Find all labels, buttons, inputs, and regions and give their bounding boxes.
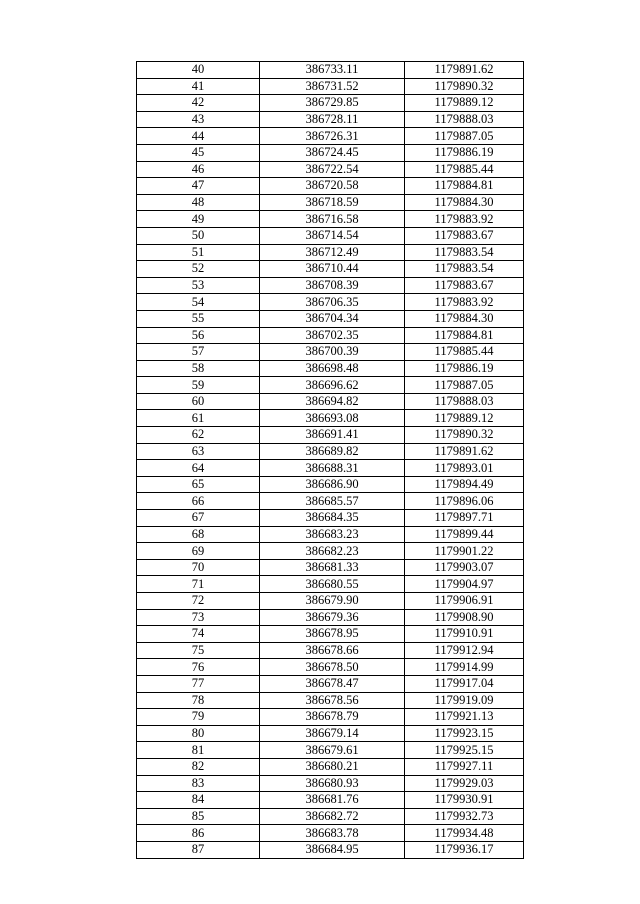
x-coordinate-cell: 386684.35 <box>260 510 405 527</box>
y-coordinate-cell: 1179901.22 <box>405 543 524 560</box>
table-row <box>137 526 524 543</box>
point-number-cell: 55 <box>137 310 260 327</box>
x-coordinate-cell: 386688.31 <box>260 460 405 477</box>
y-coordinate-cell: 1179891.62 <box>405 62 524 79</box>
table-row <box>137 576 524 593</box>
point-number-cell: 70 <box>137 559 260 576</box>
point-number-cell: 47 <box>137 178 260 195</box>
x-coordinate-cell: 386733.11 <box>260 62 405 79</box>
y-coordinate-cell: 1179914.99 <box>405 659 524 676</box>
table-row <box>137 111 524 128</box>
point-number-cell: 58 <box>137 360 260 377</box>
x-coordinate-cell: 386679.61 <box>260 742 405 759</box>
point-number-cell: 85 <box>137 808 260 825</box>
point-number-cell: 77 <box>137 675 260 692</box>
table-row <box>137 377 524 394</box>
y-coordinate-cell: 1179889.12 <box>405 410 524 427</box>
table-row <box>137 261 524 278</box>
y-coordinate-cell: 1179934.48 <box>405 825 524 842</box>
table-row <box>137 144 524 161</box>
y-coordinate-cell: 1179885.44 <box>405 161 524 178</box>
x-coordinate-cell: 386684.95 <box>260 841 405 858</box>
table-row <box>137 310 524 327</box>
x-coordinate-cell: 386683.23 <box>260 526 405 543</box>
x-coordinate-cell: 386689.82 <box>260 443 405 460</box>
point-number-cell: 48 <box>137 194 260 211</box>
y-coordinate-cell: 1179884.81 <box>405 178 524 195</box>
table-row <box>137 493 524 510</box>
y-coordinate-cell: 1179893.01 <box>405 460 524 477</box>
y-coordinate-cell: 1179906.91 <box>405 593 524 610</box>
point-number-cell: 67 <box>137 510 260 527</box>
x-coordinate-cell: 386693.08 <box>260 410 405 427</box>
x-coordinate-cell: 386710.44 <box>260 261 405 278</box>
x-coordinate-cell: 386678.56 <box>260 692 405 709</box>
y-coordinate-cell: 1179886.19 <box>405 360 524 377</box>
point-number-cell: 87 <box>137 841 260 858</box>
y-coordinate-cell: 1179930.91 <box>405 792 524 809</box>
x-coordinate-cell: 386704.34 <box>260 310 405 327</box>
table-row <box>137 161 524 178</box>
y-coordinate-cell: 1179889.12 <box>405 95 524 112</box>
point-number-cell: 57 <box>137 344 260 361</box>
point-number-cell: 60 <box>137 393 260 410</box>
table-row <box>137 128 524 145</box>
x-coordinate-cell: 386716.58 <box>260 211 405 228</box>
x-coordinate-cell: 386681.76 <box>260 792 405 809</box>
y-coordinate-cell: 1179884.30 <box>405 194 524 211</box>
table-row <box>137 393 524 410</box>
table-row <box>137 294 524 311</box>
y-coordinate-cell: 1179883.67 <box>405 277 524 294</box>
y-coordinate-cell: 1179936.17 <box>405 841 524 858</box>
table-row <box>137 211 524 228</box>
y-coordinate-cell: 1179897.71 <box>405 510 524 527</box>
table-row <box>137 792 524 809</box>
table-row <box>137 460 524 477</box>
x-coordinate-cell: 386679.90 <box>260 593 405 610</box>
x-coordinate-cell: 386718.59 <box>260 194 405 211</box>
x-coordinate-cell: 386683.78 <box>260 825 405 842</box>
table-row <box>137 609 524 626</box>
table-row <box>137 277 524 294</box>
y-coordinate-cell: 1179925.15 <box>405 742 524 759</box>
point-number-cell: 46 <box>137 161 260 178</box>
y-coordinate-cell: 1179890.32 <box>405 427 524 444</box>
point-number-cell: 62 <box>137 427 260 444</box>
y-coordinate-cell: 1179929.03 <box>405 775 524 792</box>
x-coordinate-cell: 386696.62 <box>260 377 405 394</box>
x-coordinate-cell: 386728.11 <box>260 111 405 128</box>
y-coordinate-cell: 1179908.90 <box>405 609 524 626</box>
coordinates-table-body <box>137 62 524 859</box>
x-coordinate-cell: 386726.31 <box>260 128 405 145</box>
y-coordinate-cell: 1179883.54 <box>405 244 524 261</box>
x-coordinate-cell: 386678.79 <box>260 709 405 726</box>
point-number-cell: 64 <box>137 460 260 477</box>
point-number-cell: 72 <box>137 593 260 610</box>
point-number-cell: 42 <box>137 95 260 112</box>
x-coordinate-cell: 386700.39 <box>260 344 405 361</box>
point-number-cell: 43 <box>137 111 260 128</box>
table-row <box>137 758 524 775</box>
table-row <box>137 659 524 676</box>
x-coordinate-cell: 386722.54 <box>260 161 405 178</box>
table-row <box>137 725 524 742</box>
point-number-cell: 66 <box>137 493 260 510</box>
x-coordinate-cell: 386679.36 <box>260 609 405 626</box>
table-row <box>137 227 524 244</box>
x-coordinate-cell: 386702.35 <box>260 327 405 344</box>
point-number-cell: 53 <box>137 277 260 294</box>
x-coordinate-cell: 386720.58 <box>260 178 405 195</box>
y-coordinate-cell: 1179923.15 <box>405 725 524 742</box>
point-number-cell: 84 <box>137 792 260 809</box>
point-number-cell: 74 <box>137 626 260 643</box>
point-number-cell: 69 <box>137 543 260 560</box>
y-coordinate-cell: 1179883.92 <box>405 294 524 311</box>
x-coordinate-cell: 386680.55 <box>260 576 405 593</box>
point-number-cell: 45 <box>137 144 260 161</box>
point-number-cell: 71 <box>137 576 260 593</box>
table-row <box>137 476 524 493</box>
x-coordinate-cell: 386678.95 <box>260 626 405 643</box>
table-row <box>137 742 524 759</box>
table-row <box>137 95 524 112</box>
table-row <box>137 510 524 527</box>
table-row <box>137 360 524 377</box>
table-row <box>137 62 524 79</box>
table-row <box>137 443 524 460</box>
table-row <box>137 244 524 261</box>
coordinates-table <box>136 61 524 859</box>
y-coordinate-cell: 1179927.11 <box>405 758 524 775</box>
y-coordinate-cell: 1179888.03 <box>405 111 524 128</box>
y-coordinate-cell: 1179887.05 <box>405 377 524 394</box>
x-coordinate-cell: 386680.93 <box>260 775 405 792</box>
x-coordinate-cell: 386680.21 <box>260 758 405 775</box>
table-row <box>137 775 524 792</box>
y-coordinate-cell: 1179883.92 <box>405 211 524 228</box>
y-coordinate-cell: 1179884.81 <box>405 327 524 344</box>
point-number-cell: 41 <box>137 78 260 95</box>
y-coordinate-cell: 1179917.04 <box>405 675 524 692</box>
y-coordinate-cell: 1179912.94 <box>405 642 524 659</box>
x-coordinate-cell: 386678.47 <box>260 675 405 692</box>
point-number-cell: 76 <box>137 659 260 676</box>
point-number-cell: 83 <box>137 775 260 792</box>
y-coordinate-cell: 1179903.07 <box>405 559 524 576</box>
table-row <box>137 194 524 211</box>
point-number-cell: 75 <box>137 642 260 659</box>
point-number-cell: 79 <box>137 709 260 726</box>
y-coordinate-cell: 1179887.05 <box>405 128 524 145</box>
y-coordinate-cell: 1179886.19 <box>405 144 524 161</box>
y-coordinate-cell: 1179932.73 <box>405 808 524 825</box>
table-row <box>137 593 524 610</box>
point-number-cell: 80 <box>137 725 260 742</box>
y-coordinate-cell: 1179885.44 <box>405 344 524 361</box>
y-coordinate-cell: 1179921.13 <box>405 709 524 726</box>
table-row <box>137 642 524 659</box>
table-row <box>137 410 524 427</box>
x-coordinate-cell: 386714.54 <box>260 227 405 244</box>
table-row <box>137 78 524 95</box>
x-coordinate-cell: 386708.39 <box>260 277 405 294</box>
point-number-cell: 68 <box>137 526 260 543</box>
x-coordinate-cell: 386681.33 <box>260 559 405 576</box>
x-coordinate-cell: 386712.49 <box>260 244 405 261</box>
x-coordinate-cell: 386682.23 <box>260 543 405 560</box>
x-coordinate-cell: 386691.41 <box>260 427 405 444</box>
x-coordinate-cell: 386678.50 <box>260 659 405 676</box>
point-number-cell: 73 <box>137 609 260 626</box>
point-number-cell: 65 <box>137 476 260 493</box>
table-row <box>137 808 524 825</box>
table-row <box>137 559 524 576</box>
y-coordinate-cell: 1179896.06 <box>405 493 524 510</box>
y-coordinate-cell: 1179888.03 <box>405 393 524 410</box>
y-coordinate-cell: 1179919.09 <box>405 692 524 709</box>
table-row <box>137 675 524 692</box>
point-number-cell: 78 <box>137 692 260 709</box>
point-number-cell: 44 <box>137 128 260 145</box>
table-row <box>137 178 524 195</box>
point-number-cell: 86 <box>137 825 260 842</box>
table-row <box>137 344 524 361</box>
point-number-cell: 54 <box>137 294 260 311</box>
y-coordinate-cell: 1179904.97 <box>405 576 524 593</box>
x-coordinate-cell: 386731.52 <box>260 78 405 95</box>
table-row <box>137 841 524 858</box>
point-number-cell: 81 <box>137 742 260 759</box>
point-number-cell: 51 <box>137 244 260 261</box>
point-number-cell: 61 <box>137 410 260 427</box>
y-coordinate-cell: 1179883.67 <box>405 227 524 244</box>
point-number-cell: 49 <box>137 211 260 228</box>
x-coordinate-cell: 386679.14 <box>260 725 405 742</box>
x-coordinate-cell: 386698.48 <box>260 360 405 377</box>
x-coordinate-cell: 386678.66 <box>260 642 405 659</box>
table-row <box>137 543 524 560</box>
x-coordinate-cell: 386694.82 <box>260 393 405 410</box>
point-number-cell: 50 <box>137 227 260 244</box>
point-number-cell: 82 <box>137 758 260 775</box>
table-row <box>137 825 524 842</box>
x-coordinate-cell: 386686.90 <box>260 476 405 493</box>
table-row <box>137 427 524 444</box>
y-coordinate-cell: 1179899.44 <box>405 526 524 543</box>
y-coordinate-cell: 1179894.49 <box>405 476 524 493</box>
x-coordinate-cell: 386682.72 <box>260 808 405 825</box>
y-coordinate-cell: 1179890.32 <box>405 78 524 95</box>
table-row <box>137 626 524 643</box>
point-number-cell: 59 <box>137 377 260 394</box>
table-row <box>137 709 524 726</box>
x-coordinate-cell: 386724.45 <box>260 144 405 161</box>
y-coordinate-cell: 1179910.91 <box>405 626 524 643</box>
y-coordinate-cell: 1179891.62 <box>405 443 524 460</box>
y-coordinate-cell: 1179883.54 <box>405 261 524 278</box>
point-number-cell: 40 <box>137 62 260 79</box>
x-coordinate-cell: 386729.85 <box>260 95 405 112</box>
table-row <box>137 692 524 709</box>
point-number-cell: 63 <box>137 443 260 460</box>
table-row <box>137 327 524 344</box>
y-coordinate-cell: 1179884.30 <box>405 310 524 327</box>
point-number-cell: 52 <box>137 261 260 278</box>
point-number-cell: 56 <box>137 327 260 344</box>
x-coordinate-cell: 386685.57 <box>260 493 405 510</box>
x-coordinate-cell: 386706.35 <box>260 294 405 311</box>
